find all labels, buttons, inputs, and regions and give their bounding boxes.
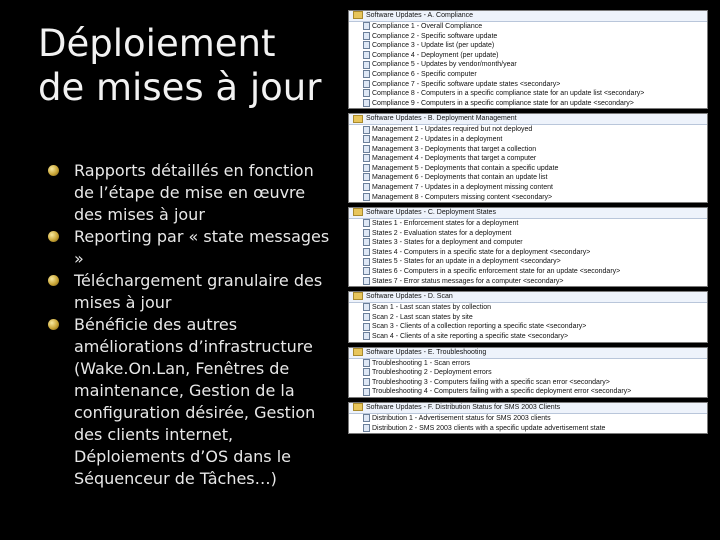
report-item-label: Compliance 2 - Specific software update — [372, 32, 498, 40]
report-item[interactable] — [349, 387, 707, 397]
bullet-text: Bénéficie des autres améliorations d’infrastructure (Wake.On.Lan, Fenêtres de maintenance, Gestion de la configuration désirée, Gestion des clients internet, Déploiements d’OS dans le Séquenceur de Tâches…) — [74, 315, 316, 488]
report-item[interactable] — [349, 135, 707, 145]
bullet-item — [48, 226, 338, 270]
bullet-text: Rapports détaillés en fonction de l’étape de mise en œuvre des mises à jour — [74, 161, 314, 224]
report-item[interactable] — [349, 70, 707, 80]
report-icon — [363, 70, 370, 78]
report-item-label: Management 5 - Deployments that contain a specific update — [372, 164, 559, 172]
report-item[interactable] — [349, 173, 707, 183]
report-item-label: Compliance 8 - Computers in a specific compliance state for an update list <secondary> — [372, 90, 645, 98]
report-item-label: Distribution 2 - SMS 2003 clients with a specific update advertisement state — [372, 424, 606, 432]
folder-icon — [353, 208, 363, 216]
report-icon — [363, 388, 370, 396]
report-icon — [363, 277, 370, 285]
report-icon — [363, 154, 370, 162]
bullet-icon — [48, 231, 59, 242]
report-folder-header[interactable] — [349, 292, 707, 303]
report-item[interactable] — [349, 248, 707, 258]
folder-icon — [353, 115, 363, 123]
report-item[interactable] — [349, 257, 707, 267]
report-item-label: Compliance 1 - Overall Compliance — [372, 23, 483, 30]
report-icon — [363, 99, 370, 107]
bullet-item — [48, 270, 338, 314]
report-folder-title: Software Updates - F. Distribution Status for SMS 2003 Clients — [366, 404, 561, 411]
report-item[interactable] — [349, 51, 707, 61]
report-item[interactable] — [349, 32, 707, 42]
report-item[interactable] — [349, 125, 707, 135]
report-folder-header[interactable] — [349, 114, 707, 125]
bullet-icon — [48, 165, 59, 176]
report-item-label: Scan 1 - Last scan states by collection — [372, 304, 492, 312]
report-item[interactable] — [349, 89, 707, 99]
report-item-label: Troubleshooting 1 - Scan errors — [372, 359, 471, 367]
report-icon — [363, 323, 370, 331]
report-item-label: Management 2 - Updates in a deployment — [372, 135, 503, 143]
report-item[interactable] — [349, 303, 707, 313]
report-item[interactable] — [349, 378, 707, 388]
report-item-label: States 5 - States for an update in a deployment <secondary> — [372, 258, 561, 266]
report-item[interactable] — [349, 277, 707, 287]
report-icon — [363, 41, 370, 49]
report-item-label: Compliance 7 - Specific software update states <secondary> — [372, 80, 561, 88]
bullet-icon — [48, 319, 59, 330]
report-icon — [363, 258, 370, 266]
report-icon — [363, 378, 370, 386]
report-item-label: States 6 - Computers in a specific enforcement state for an update <secondary> — [372, 268, 621, 276]
report-item[interactable] — [349, 154, 707, 164]
report-folder-title: Software Updates - E. Troubleshooting — [366, 348, 487, 356]
report-folder-panel — [348, 207, 708, 287]
folder-icon — [353, 292, 363, 300]
report-folder-panel — [348, 291, 708, 342]
report-icon — [363, 193, 370, 201]
report-item-label: Management 3 - Deployments that target a collection — [372, 145, 537, 153]
title-line-2: de mises à jour — [38, 66, 322, 109]
report-item[interactable] — [349, 424, 707, 434]
report-icon — [363, 368, 370, 376]
bullet-text: Téléchargement granulaire des mises à jour — [74, 271, 323, 312]
report-icon — [363, 414, 370, 422]
report-folder-title: Software Updates - D. Scan — [366, 293, 453, 301]
report-icon — [363, 332, 370, 340]
report-folder-header[interactable] — [349, 403, 707, 414]
report-item-label: States 1 - Enforcement states for a deployment — [372, 220, 519, 228]
report-item-label: Management 1 - Updates required but not deployed — [372, 126, 533, 134]
report-icon — [363, 267, 370, 275]
slide-title — [38, 22, 338, 110]
report-icon — [363, 51, 370, 59]
report-item-label: Compliance 3 - Update list (per update) — [372, 42, 495, 50]
bullet-icon — [48, 275, 59, 286]
report-item[interactable] — [349, 80, 707, 90]
report-folder-title: Software Updates - B. Deployment Management — [366, 115, 517, 123]
report-item[interactable] — [349, 60, 707, 70]
report-folder-screenshots — [348, 10, 708, 438]
report-item-label: States 4 - Computers in a specific state for a deployment <secondary> — [372, 248, 591, 256]
report-icon — [363, 145, 370, 153]
report-item-label: States 7 - Error status messages for a computer <secondary> — [372, 277, 564, 285]
report-icon — [363, 32, 370, 40]
report-item[interactable] — [349, 332, 707, 342]
report-item[interactable] — [349, 322, 707, 332]
report-item[interactable] — [349, 22, 707, 32]
report-item[interactable] — [349, 193, 707, 203]
report-item[interactable] — [349, 414, 707, 424]
report-item-label: Compliance 9 - Computers in a specific compliance state for an update <secondary> — [372, 99, 634, 107]
report-folder-panel — [348, 113, 708, 203]
report-folder-title: Software Updates - A. Compliance — [366, 12, 473, 19]
report-icon — [363, 238, 370, 246]
report-item-label: Compliance 4 - Deployment (per update) — [372, 51, 499, 59]
report-item[interactable] — [349, 99, 707, 109]
folder-icon — [353, 11, 363, 19]
report-folder-header[interactable] — [349, 348, 707, 359]
report-folder-header[interactable] — [349, 208, 707, 219]
report-item-label: Management 6 - Deployments that contain an update list — [372, 174, 548, 182]
report-icon — [363, 89, 370, 97]
report-item-label: Scan 4 - Clients of a site reporting a specific state <secondary> — [372, 333, 569, 341]
report-folder-header[interactable] — [349, 11, 707, 22]
report-icon — [363, 229, 370, 237]
report-icon — [363, 164, 370, 172]
report-item[interactable] — [349, 267, 707, 277]
report-item-label: Scan 2 - Last scan states by site — [372, 313, 473, 321]
report-icon — [363, 173, 370, 181]
report-item-label: Compliance 5 - Updates by vendor/month/year — [372, 61, 517, 69]
report-icon — [363, 135, 370, 143]
report-icon — [363, 303, 370, 311]
report-item[interactable] — [349, 219, 707, 229]
report-item[interactable] — [349, 145, 707, 155]
report-item-label: Management 7 - Updates in a deployment missing content — [372, 183, 553, 191]
report-item[interactable] — [349, 229, 707, 239]
report-item-label: Management 4 - Deployments that target a computer — [372, 155, 537, 163]
report-item-label: Troubleshooting 3 - Computers failing with a specific scan error <secondary> — [372, 378, 610, 386]
report-folder-title: Software Updates - C. Deployment States — [366, 209, 496, 217]
report-item[interactable] — [349, 368, 707, 378]
report-icon — [363, 248, 370, 256]
report-icon — [363, 359, 370, 367]
report-folder-panel — [348, 10, 708, 109]
report-item-label: Compliance 6 - Specific computer — [372, 70, 477, 78]
title-line-1: Déploiement — [38, 22, 276, 65]
report-item[interactable] — [349, 313, 707, 323]
report-icon — [363, 61, 370, 69]
report-item[interactable] — [349, 359, 707, 369]
report-item[interactable] — [349, 41, 707, 51]
bullet-text: Reporting par « state messages » — [74, 227, 330, 268]
bullet-item — [48, 314, 338, 490]
report-icon — [363, 80, 370, 88]
report-item-label: States 3 - States for a deployment and computer — [372, 239, 523, 247]
report-item-label: Management 8 - Computers missing content <secondary> — [372, 193, 553, 201]
report-icon — [363, 219, 370, 227]
report-item-label: Troubleshooting 4 - Computers failing with a specific deployment error <secondary> — [372, 388, 632, 396]
report-item[interactable] — [349, 164, 707, 174]
report-folder-panel — [348, 402, 708, 434]
report-item[interactable] — [349, 238, 707, 248]
report-item-label: Distribution 1 - Advertisement status for SMS 2003 clients — [372, 415, 551, 422]
folder-icon — [353, 348, 363, 356]
report-item-label: Troubleshooting 2 - Deployment errors — [372, 369, 492, 377]
report-icon — [363, 126, 370, 134]
bullet-list — [48, 160, 338, 490]
bullet-item — [48, 160, 338, 226]
report-icon — [363, 313, 370, 321]
report-item-label: Scan 3 - Clients of a collection reporting a specific state <secondary> — [372, 323, 587, 331]
report-icon — [363, 183, 370, 191]
folder-icon — [353, 403, 363, 411]
report-icon — [363, 424, 370, 432]
report-folder-panel — [348, 347, 708, 398]
report-icon — [363, 22, 370, 30]
report-item-label: States 2 - Evaluation states for a deployment — [372, 229, 512, 237]
report-item[interactable] — [349, 183, 707, 193]
